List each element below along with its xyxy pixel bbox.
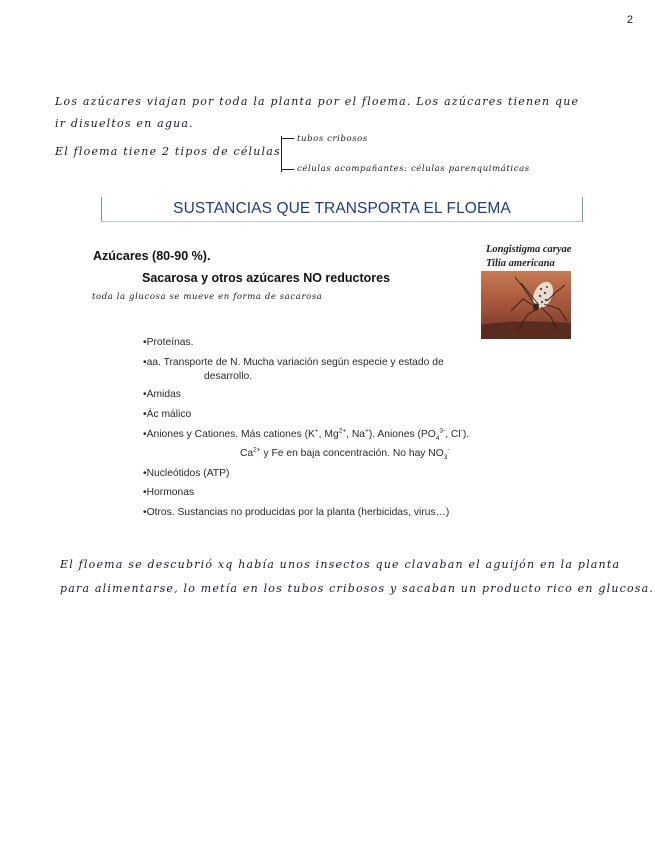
iones-text-cl: , Cl [445,429,461,440]
image-caption-host: Tilia americana [486,258,555,269]
slide-title: SUSTANCIAS QUE TRANSPORTA EL FLOEMA [173,200,511,217]
list-item-amidas: •Amidas [143,389,181,400]
iones-text-aniones: ). Aniones (PO [368,429,436,440]
list-item-iones [143,427,470,443]
handwritten-note-tubos: tubos cribosos [297,134,368,144]
list-item-acido-malico: •Ác málico [143,409,192,420]
po-subscript: 4 [435,435,440,443]
handwritten-note-line-7: El floema se descubrió xq había unos insectos que clavaban el aguijón en la planta [60,558,621,571]
sub-heading: Sacarosa y otros azúcares NO reductores [142,271,391,285]
handwritten-note-line-1: Los azúcares viajan por toda la planta por el floema. Los azúcares tienen que [55,95,580,108]
page-number: 2 [626,14,633,26]
handwritten-note-sacarosa: toda la glucosa se mueve en forma de sacarosa [92,292,323,302]
iones-text-end: ). [462,429,470,440]
no3-charge: - [447,446,450,454]
handwritten-note-line-2: ir disueltos en agua. [55,117,194,130]
list-item-nucleotidos: •Nucleótidos (ATP) [143,468,230,479]
iones-text-na: , Na [346,429,366,440]
po-charge: 3- [439,427,446,435]
cl-charge: - [460,427,463,435]
mg-charge: 2+ [338,427,347,435]
image-caption-species: Longistigma caryae [486,244,572,255]
list-item-proteinas: •Proteínas. [143,337,194,348]
k-charge: + [314,427,319,435]
no3-subscript: 3 [443,454,448,462]
na-charge: + [365,427,369,435]
handwritten-note-celulas: células acompañantes: células parenquimáticas [297,164,530,174]
section-heading: Azúcares (80-90 %). [93,249,211,263]
aphid-photo [481,271,571,339]
iones-text-1: •Aniones y Cationes. Más cationes (K [143,429,315,440]
list-item-hormonas: •Hormonas [143,487,195,498]
list-item-aminoacidos-cont: desarrollo. [204,371,253,382]
slide-title-box [101,197,583,222]
ca-text: Ca [240,448,254,459]
list-item-iones-cont [240,446,450,462]
handwritten-note-line-3: El floema tiene 2 tipos de células [55,145,281,158]
list-item-otros: •Otros. Sustancias no producidas por la planta (herbicidas, virus…) [143,507,450,518]
handwritten-brace [281,136,290,172]
list-item-aminoacidos: •aa. Transporte de N. Mucha variación según especie y estado de [143,357,444,368]
iones-text-mg: , Mg [318,429,339,440]
ca-charge: 2+ [253,446,261,454]
handwritten-note-line-8: para alimentarse, lo metía en los tubos cribosos y sacaban un producto rico en glucosa. [60,582,655,595]
fe-text: y Fe en baja concentración. No hay NO [260,448,444,459]
